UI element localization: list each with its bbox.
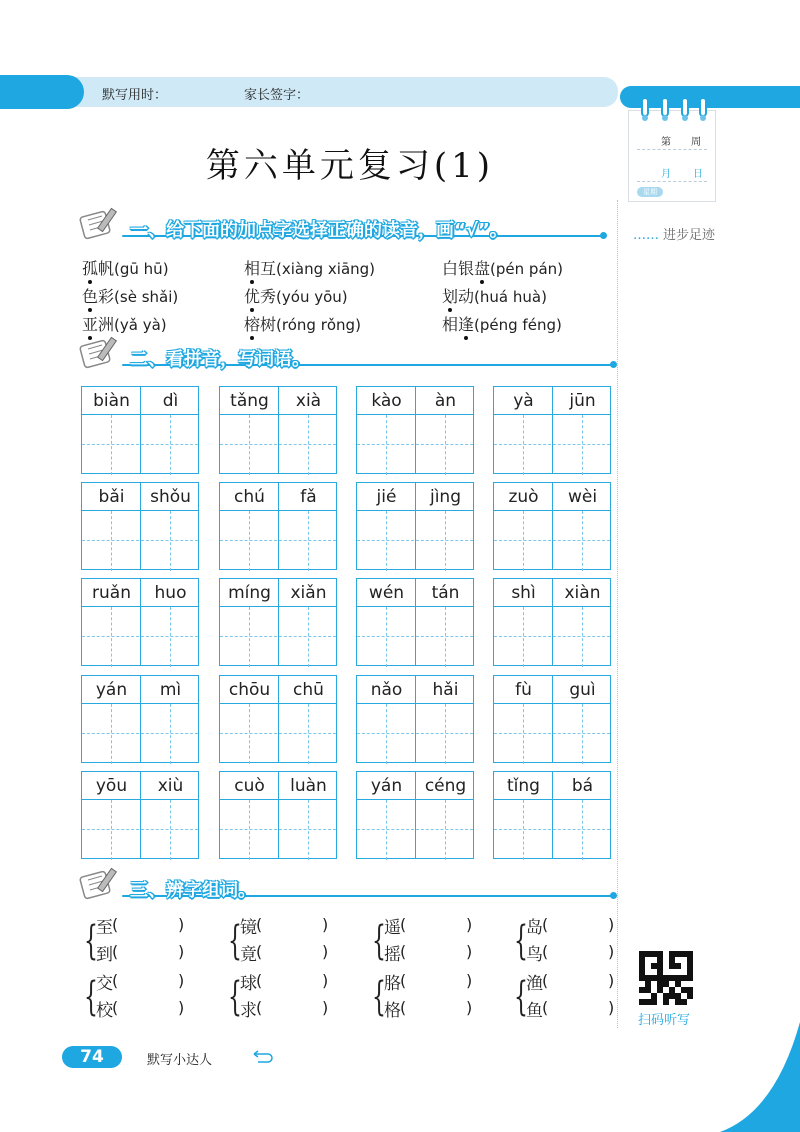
group-character: 格: [384, 1001, 401, 1021]
writing-box[interactable]: [356, 675, 474, 763]
answer-close-paren: ): [178, 998, 185, 1017]
pinyin-options: (sè shǎi): [114, 288, 179, 306]
group-character: 鱼: [526, 1001, 543, 1021]
pinyin-syllable: tǐng: [507, 776, 540, 796]
pronunciation-item[interactable]: [82, 284, 178, 307]
pinyin-syllable: yán: [95, 680, 128, 700]
group-character: 摇: [384, 945, 401, 965]
answer-open-paren[interactable]: (: [400, 942, 407, 961]
pinyin-options: (péng féng): [474, 316, 562, 334]
binder-ring-icon: [661, 97, 669, 117]
dotted-character: 优: [244, 284, 260, 307]
pinyin-options: (róng rǒng): [276, 316, 361, 334]
word-character: 动: [458, 287, 475, 306]
word-character: 洲: [98, 315, 115, 334]
writing-box[interactable]: [219, 386, 337, 474]
calendar-week-label: 第 周: [661, 137, 701, 148]
answer-open-paren[interactable]: (: [256, 915, 263, 934]
pinyin-syllable: luàn: [290, 776, 327, 796]
word-character: 帆: [98, 259, 115, 278]
pinyin-syllable: wén: [368, 583, 405, 603]
group-character: 交: [96, 974, 113, 994]
writing-box[interactable]: [493, 675, 611, 763]
pinyin-syllable: tǎng: [230, 391, 269, 411]
brace-icon: {: [228, 974, 242, 1020]
notebook-pencil-icon: [78, 335, 124, 375]
writing-box[interactable]: [81, 386, 199, 474]
word-character: 互: [260, 259, 277, 278]
pronunciation-item[interactable]: [244, 284, 348, 307]
answer-close-paren: ): [466, 998, 473, 1017]
writing-box[interactable]: [356, 482, 474, 570]
binder-ring-icon: [699, 97, 707, 117]
parent-signature-label: 家长签字：: [244, 88, 310, 103]
notebook-pencil-icon: [78, 206, 124, 246]
writing-box[interactable]: [356, 578, 474, 666]
answer-close-paren: ): [178, 942, 185, 961]
pinyin-syllable: huo: [154, 583, 187, 603]
pinyin-syllable: guì: [569, 680, 596, 700]
pinyin-syllable: míng: [228, 583, 271, 603]
answer-open-paren[interactable]: (: [542, 971, 549, 990]
answer-open-paren[interactable]: (: [112, 998, 119, 1017]
pinyin-syllable: biàn: [93, 391, 130, 411]
pinyin-syllable: jìng: [429, 487, 461, 507]
group-character: 遥: [384, 918, 401, 938]
character-pair-group: [84, 913, 224, 971]
binder-ring-icon: [681, 97, 689, 117]
writing-box[interactable]: [356, 386, 474, 474]
writing-box[interactable]: [219, 482, 337, 570]
answer-close-paren: ): [466, 915, 473, 934]
pinyin-syllable: yōu: [95, 776, 128, 796]
group-character: 校: [96, 1001, 113, 1021]
pinyin-options: (pén pán): [490, 260, 563, 278]
writing-box[interactable]: [493, 771, 611, 859]
answer-open-paren[interactable]: (: [542, 942, 549, 961]
dotted-character: 盘: [474, 256, 490, 279]
character-pair-group: [228, 969, 368, 1027]
group-character: 鸟: [526, 945, 543, 965]
answer-close-paren: ): [608, 998, 615, 1017]
return-arrow-icon: [252, 1050, 274, 1064]
writing-box[interactable]: [493, 386, 611, 474]
notebook-pencil-icon: [78, 866, 124, 906]
pinyin-syllable: chū: [293, 680, 324, 700]
pinyin-syllable: ruǎn: [92, 583, 131, 603]
group-character: 渔: [526, 974, 543, 994]
answer-open-paren[interactable]: (: [112, 971, 119, 990]
pronunciation-item[interactable]: [244, 256, 375, 279]
pinyin-syllable: xiǎn: [290, 583, 327, 603]
calendar-month-label: 月: [661, 169, 671, 180]
header-tab: [0, 75, 84, 109]
character-pair-group: [514, 969, 654, 1027]
brace-icon: {: [228, 918, 242, 964]
qr-code-icon[interactable]: [639, 951, 693, 1005]
answer-open-paren[interactable]: (: [400, 998, 407, 1017]
pinyin-syllable: mì: [159, 680, 182, 700]
character-pair-group: [514, 913, 654, 971]
pinyin-syllable: yán: [370, 776, 403, 796]
brace-icon: {: [372, 974, 386, 1020]
dictation-time-label: 默写用时：: [102, 88, 168, 103]
pinyin-options: (huá huà): [474, 288, 547, 306]
pinyin-syllable: fù: [515, 680, 532, 700]
pronunciation-item[interactable]: [82, 256, 169, 279]
brace-icon: {: [84, 974, 98, 1020]
group-character: 球: [240, 974, 257, 994]
writing-box[interactable]: [219, 771, 337, 859]
word-character: 树: [260, 315, 277, 334]
page-corner-decoration: [720, 1022, 800, 1132]
pinyin-syllable: tán: [431, 583, 460, 603]
character-pair-group: [228, 913, 368, 971]
dotted-character: 榕: [244, 312, 260, 335]
section1-header: [78, 216, 618, 244]
pinyin-syllable: bǎi: [98, 487, 125, 507]
calendar-day-label: 日: [693, 169, 703, 180]
pinyin-syllable: shì: [511, 583, 536, 603]
group-character: 竟: [240, 945, 257, 965]
section3-header: [78, 876, 618, 904]
pinyin-syllable: chú: [234, 487, 265, 507]
pinyin-syllable: chōu: [228, 680, 271, 700]
answer-open-paren[interactable]: (: [256, 971, 263, 990]
page-number: 74: [62, 1046, 122, 1068]
writing-box[interactable]: [219, 578, 337, 666]
answer-close-paren: ): [178, 971, 185, 990]
pinyin-syllable: bá: [571, 776, 594, 796]
pinyin-syllable: zuò: [508, 487, 539, 507]
brace-icon: {: [514, 918, 528, 964]
character-pair-group: [372, 913, 512, 971]
pinyin-options: (yǎ yà): [114, 316, 167, 334]
answer-close-paren: ): [322, 971, 329, 990]
dotted-character: 色: [82, 284, 98, 307]
writing-box[interactable]: [81, 482, 199, 570]
answer-close-paren: ): [608, 942, 615, 961]
progress-footprints: [633, 224, 715, 243]
answer-close-paren: ): [466, 971, 473, 990]
pinyin-options: (gū hū): [114, 260, 169, 278]
pinyin-syllable: céng: [424, 776, 467, 796]
dotted-character: 亚: [82, 312, 98, 335]
section2-header: [78, 345, 618, 373]
pinyin-syllable: àn: [434, 391, 457, 411]
writing-box[interactable]: [81, 675, 199, 763]
pronunciation-item[interactable]: [442, 284, 547, 307]
group-character: 镜: [240, 918, 257, 938]
writing-box[interactable]: [81, 578, 199, 666]
scan-to-listen-label: 扫码听写: [638, 1013, 691, 1028]
pinyin-options: (xiàng xiāng): [276, 260, 376, 278]
dotted-character: 相: [244, 256, 260, 279]
answer-open-paren[interactable]: (: [400, 915, 407, 934]
page-title: 第六单元复习(1): [205, 146, 495, 186]
pinyin-syllable: fǎ: [300, 487, 317, 507]
brace-icon: {: [372, 918, 386, 964]
pinyin-syllable: xiù: [157, 776, 184, 796]
answer-open-paren[interactable]: (: [256, 942, 263, 961]
dotted-character: 逢: [458, 312, 474, 335]
pinyin-syllable: dì: [162, 391, 179, 411]
dotted-character: 划: [442, 284, 458, 307]
answer-open-paren[interactable]: (: [112, 915, 119, 934]
section3-heading: 三、辨字组词。: [130, 880, 256, 901]
pinyin-syllable: kào: [371, 391, 402, 411]
word-character: 彩: [98, 287, 115, 306]
pinyin-syllable: hǎi: [432, 680, 459, 700]
writing-box[interactable]: [81, 771, 199, 859]
answer-close-paren: ): [322, 915, 329, 934]
word-character: 秀: [260, 287, 277, 306]
answer-close-paren: ): [608, 971, 615, 990]
answer-close-paren: ): [466, 942, 473, 961]
pinyin-options: (yóu yōu): [276, 288, 348, 306]
answer-open-paren[interactable]: (: [542, 915, 549, 934]
brace-icon: {: [84, 918, 98, 964]
word-character: 白: [442, 259, 459, 278]
group-character: 求: [240, 1001, 257, 1021]
writing-box[interactable]: [356, 771, 474, 859]
pinyin-syllable: cuò: [234, 776, 265, 796]
pinyin-syllable: xià: [295, 391, 322, 411]
writing-box[interactable]: [219, 675, 337, 763]
answer-open-paren[interactable]: (: [256, 998, 263, 1017]
pronunciation-item[interactable]: [442, 312, 562, 335]
group-character: 至: [96, 918, 113, 938]
word-character: 银: [458, 259, 475, 278]
section2-heading: 二、看拼音，写词语。: [130, 349, 310, 370]
brace-icon: {: [514, 974, 528, 1020]
progress-footprints-label: 进步足迹: [663, 228, 716, 243]
answer-open-paren[interactable]: (: [400, 971, 407, 990]
answer-open-paren[interactable]: (: [112, 942, 119, 961]
character-pair-group: [84, 969, 224, 1027]
answer-close-paren: ): [608, 915, 615, 934]
pinyin-syllable: jūn: [569, 391, 596, 411]
pinyin-syllable: shǒu: [150, 487, 191, 507]
pinyin-syllable: yà: [513, 391, 534, 411]
section1-heading: 一、给下面的加点字选择正确的读音，画“√”。: [130, 220, 508, 241]
book-title: 默写小达人: [147, 1053, 213, 1068]
pinyin-syllable: wèi: [567, 487, 598, 507]
pronunciation-item[interactable]: [82, 312, 167, 335]
answer-close-paren: ): [322, 942, 329, 961]
writing-box[interactable]: [493, 482, 611, 570]
footprints-icon: ……: [633, 228, 659, 243]
group-character: 胳: [384, 974, 401, 994]
pronunciation-item[interactable]: [442, 256, 563, 279]
answer-close-paren: ): [322, 998, 329, 1017]
answer-open-paren[interactable]: (: [542, 998, 549, 1017]
group-character: 岛: [526, 918, 543, 938]
writing-box[interactable]: [493, 578, 611, 666]
pinyin-syllable: xiàn: [564, 583, 601, 603]
pinyin-syllable: nǎo: [370, 680, 403, 700]
calendar-weekday-badge: 星期: [637, 187, 663, 197]
answer-close-paren: ): [178, 915, 185, 934]
group-character: 到: [96, 945, 113, 965]
character-pair-group: [372, 969, 512, 1027]
word-character: 相: [442, 315, 459, 334]
binder-ring-icon: [641, 97, 649, 117]
pronunciation-item[interactable]: [244, 312, 361, 335]
pinyin-syllable: jié: [376, 487, 397, 507]
dotted-character: 孤: [82, 256, 98, 279]
